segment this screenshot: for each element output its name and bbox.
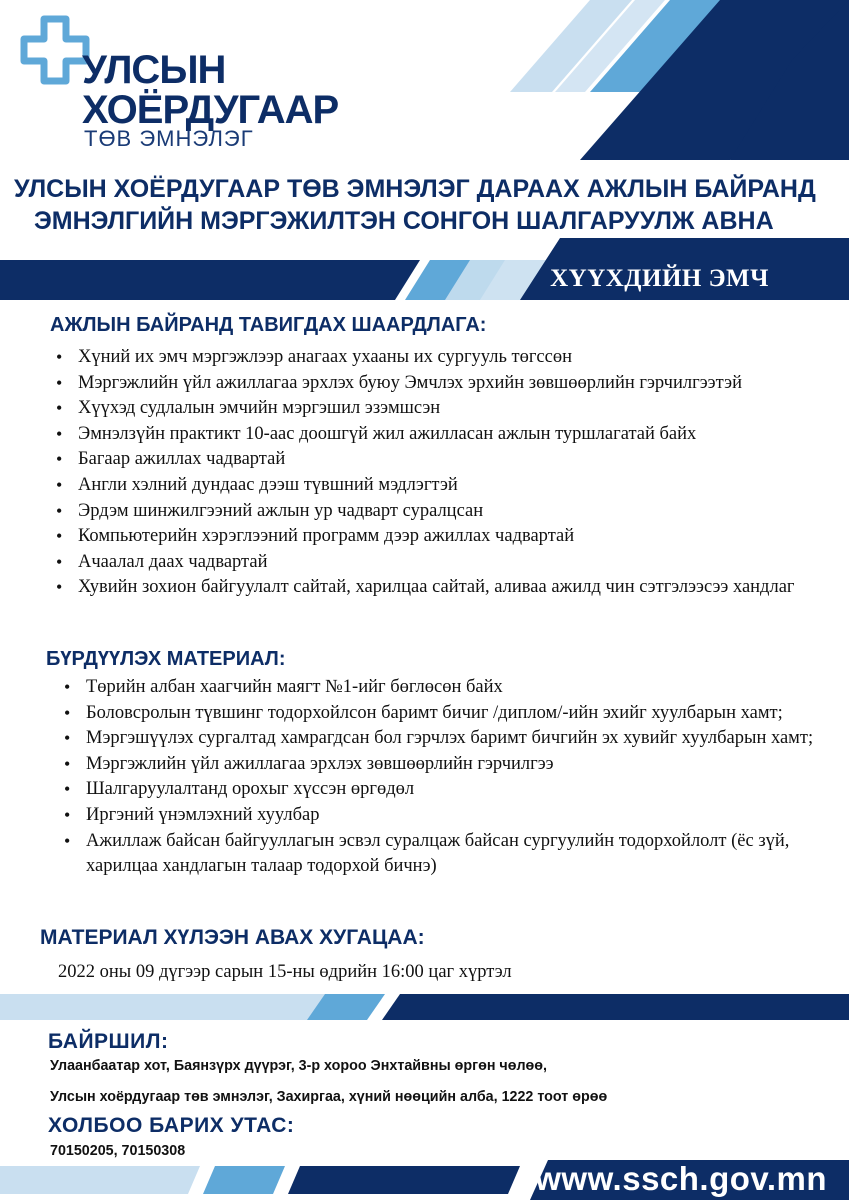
location-address-line2: Улсын хоёрдугаар төв эмнэлэг, Захиргаа, хүний нөөцийн алба, 1222 тоот өрөө [50,1089,608,1105]
contact-phones: 70150205, 70150308 [50,1143,186,1159]
location-address-line1: Улаанбаатар хот, Баянзүрх дүүрэг, 3-р хороо Энхтайвны өргөн чөлөө, [50,1058,547,1074]
deadline-text: 2022 оны 09 дүгээр сарын 15-ны өдрийн 16:00 цаг хүртэл [58,962,512,982]
list-item: • Боловсролын түвшинг тодорхойлсон баримт бичиг /диплом/-ийн эхийг хуулбарын хамт; [86,701,831,727]
location-heading: БАЙРШИЛ: [48,1030,169,1053]
requirements-heading: АЖЛЫН БАЙРАНД ТАВИГДАХ ШААРДЛАГА: [50,314,487,336]
list-item: • Төрийн албан хаагчийн маягт №1-ийг бөглөсөн байх [86,675,831,701]
list-item: • Хүний их эмч мэргэжлээр анагаах ухааны их сургууль төгссөн [78,345,843,371]
deadline-heading: МАТЕРИАЛ ХҮЛЭЭН АВАХ ХУГАЦАА: [40,926,425,949]
list-item: • Компьютерийн хэрэглээний программ дээр ажиллах чадвартай [78,524,843,550]
header-decoration [420,0,849,160]
position-title: ХҮҮХДИЙН ЭМЧ [550,265,769,292]
list-item: • Мэргэшүүлэх сургалтад хамрагдсан бол гэрчлэх баримт бичгийн эх хувийг хуулбарын хамт; [86,726,831,752]
list-item: • Мэргэжлийн үйл ажиллагаа эрхлэх зөвшөөрлийн гэрчилгээ [86,752,831,778]
list-item: • Эмнэлзүйн практикт 10-аас доошгүй жил ажилласан ажлын туршлагатай байх [78,422,843,448]
website-link[interactable]: www.ssch.gov.mn [535,1160,827,1197]
logo-text-line1: УЛСЫН [82,48,226,92]
page-title-line1: УЛСЫН ХОЁРДУГААР ТӨВ ЭМНЭЛЭГ ДАРААХ АЖЛЫН БАЙРАНД [14,175,816,203]
list-item: • Хүүхэд судлалын эмчийн мэргэшил эзэмшсэн [78,396,843,422]
list-item: • Ажиллаж байсан байгууллагын эсвэл суралцаж байсан сургуулийн тодорхойлолт (ёс зүй, харилцаа хандлагын талаар тодорхой бичнэ) [86,829,831,880]
list-item: • Багаар ажиллах чадвартай [78,447,843,473]
list-item: • Эрдэм шинжилгээний ажлын ур чадварт суралцсан [78,499,843,525]
list-item: • Хувийн зохион байгуулалт сайтай, харилцаа сайтай, аливаа ажилд чин сэтгэлээсээ хандлаг [78,575,843,601]
requirements-list [78,345,843,601]
contact-heading: ХОЛБОО БАРИХ УТАС: [48,1114,295,1137]
materials-list [86,675,831,880]
list-item: • Ачаалал даах чадвартай [78,550,843,576]
list-item: • Мэргэжлийн үйл ажиллагаа эрхлэх буюу Эмчлэх эрхийн зөвшөөрлийн гэрчилгээтэй [78,371,843,397]
list-item: • Шалгаруулалтанд орохыг хүссэн өргөдөл [86,777,831,803]
list-item: • Иргэний үнэмлэхний хуулбар [86,803,831,829]
divider-stripe [0,990,849,1024]
list-item: • Англи хэлний дундаас дээш түвшний мэдлэгтэй [78,473,843,499]
page-title-line2: ЭМНЭЛГИЙН МЭРГЭЖИЛТЭН СОНГОН ШАЛГАРУУЛЖ АВНА [34,207,774,235]
logo-text-line3: ТӨВ ЭМНЭЛЭГ [84,126,254,151]
logo-text-line2: ХОЁРДУГААР [82,88,339,132]
materials-heading: БҮРДҮҮЛЭХ МАТЕРИАЛ: [46,648,286,670]
